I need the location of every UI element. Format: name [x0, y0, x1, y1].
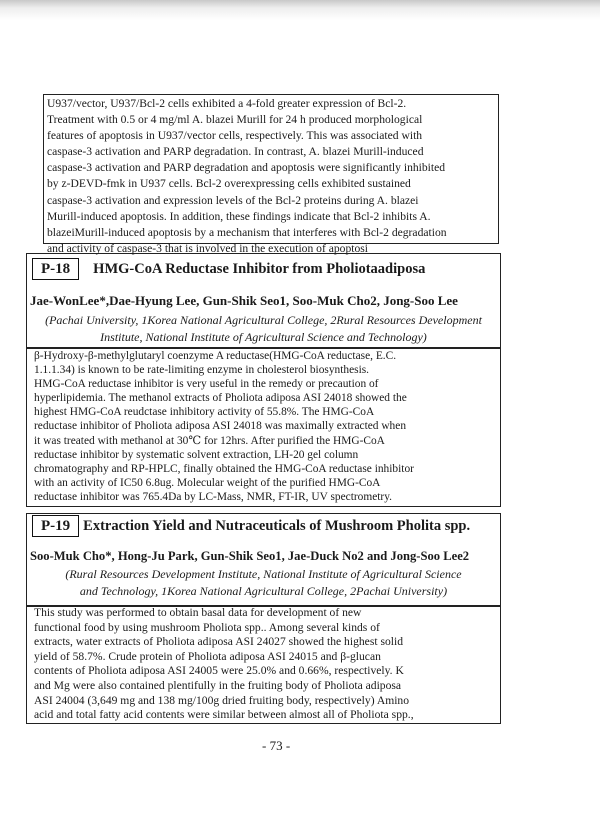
- text-line: caspase-3 activation and PARP degradation. In contrast, A. blazei Murill-induced: [47, 145, 424, 159]
- p19-title: Extraction Yield and Nutraceuticals of Mushroom Pholita spp.: [83, 517, 471, 534]
- text-line: yield of 58.7%. Crude protein of Pholiota adiposa ASI 24015 and β-glucan: [34, 649, 381, 663]
- affiliation-line: (Rural Resources Development Institute, National Institute of Agricultural Science: [65, 567, 462, 581]
- affiliation-line: (Pachai University, 1Korea National Agricultural College, 2Rural Resources Development: [45, 313, 482, 327]
- text-line: chromatography and RP-HPLC, finally obtained the HMG-CoA reductase inhibitor: [34, 462, 414, 475]
- p19-code: P-19: [32, 515, 79, 537]
- text-line: HMG-CoA reductase inhibitor is very useful in the remedy or precaution of: [34, 378, 379, 391]
- scan-edge-shading: [0, 0, 600, 20]
- text-line: hyperlipidemia. The methanol extracts of Pholiota adiposa ASI 24018 showed the: [34, 392, 407, 405]
- text-line: Murill-induced apoptosis. In addition, these findings indicate that Bcl-2 inhibits A.: [47, 209, 431, 223]
- text-line: U937/vector, U937/Bcl-2 cells exhibited a 4-fold greater expression of Bcl-2.: [47, 97, 407, 110]
- text-line: caspase-3 activation and expression levels of the Bcl-2 proteins during A. blazei: [47, 193, 419, 207]
- text-line: β-Hydroxy-β-methylglutaryl coenzyme A reductase(HMG-CoA reductase, E.C.: [34, 350, 397, 362]
- p18-title: HMG-CoA Reductase Inhibitor from Pholiotaadiposa: [93, 260, 426, 277]
- text-line: blazeiMurill-induced apoptosis by a mechanism that interferes with Bcl-2 degradation: [47, 225, 447, 239]
- text-line: ASI 24004 (3,649 mg and 138 mg/100g dried fruiting body, respectively) Amino: [34, 693, 410, 707]
- text-line: 1.1.1.34) is known to be rate-limiting enzyme in cholesterol biosynthesis.: [34, 364, 370, 377]
- text-line: reductase inhibitor by systematic solvent extraction, LH-20 gel column: [34, 448, 359, 461]
- text-line: contents of Pholiota adiposa ASI 24005 were 25.0% and 0.66%, respectively. K: [34, 664, 404, 678]
- p19-authors: Soo-Muk Cho*, Hong-Ju Park, Gun-Shik Seo1, Jae-Duck No2 and Jong-Soo Lee2: [30, 549, 470, 563]
- text-line: features of apoptosis in U937/vector cells, respectively. This was associated with: [47, 129, 423, 143]
- text-line: caspase-3 activation and PARP degradation and apoptosis were significantly inhibited: [47, 161, 446, 175]
- affiliation-line: and Technology, 1Korea National Agricultural College, 2Pachai University): [79, 584, 448, 598]
- p18-code: P-18: [32, 258, 79, 280]
- text-line: and Mg were also contained plentifully in the fruiting body of Pholiota adiposa: [34, 678, 402, 692]
- p18-affiliations: [26, 312, 501, 346]
- p18-title-row: [32, 258, 425, 280]
- p19-affiliations: [26, 566, 501, 600]
- text-line: it was treated with methanol at 30℃ for 12hrs. After purified the HMG-CoA: [34, 434, 385, 447]
- affiliation-line: Institute, National Institute of Agricultural Science and Technology): [100, 330, 427, 344]
- p18-abstract: [34, 349, 494, 504]
- p19-abstract: [34, 606, 494, 723]
- text-line: extracts, water extracts of Pholiota adiposa ASI 24027 showed the highest solid: [34, 635, 403, 649]
- text-line: This study was performed to obtain basal data for development of new: [34, 606, 362, 619]
- text-line: Treatment with 0.5 or 4 mg/ml A. blazei Murill for 24 h produced morphological: [47, 113, 423, 127]
- text-line: functional food by using mushroom Pholiota spp.. Among several kinds of: [34, 620, 380, 634]
- text-line: reductase inhibitor of Pholiota adiposa ASI 24018 was maximally extracted when: [34, 420, 407, 433]
- text-line: acid and total fatty acid contents were similar between almost all of Pholiota spp.,: [34, 708, 414, 722]
- p18-authors: Jae-WonLee*,Dae-Hyung Lee, Gun-Shik Seo1, Soo-Muk Cho2, Jong-Soo Lee: [30, 293, 458, 308]
- text-line: highest HMG-CoA reudctase inhibitory activity of 55.8%. The HMG-CoA: [34, 406, 375, 419]
- abstract-text-previous: [47, 96, 496, 257]
- page-number: - 73 -: [262, 738, 291, 753]
- text-line: and activity of caspase-3 that is involved in the execution of apoptosi: [47, 241, 368, 255]
- text-line: with an activity of IC50 6.8ug. Molecular weight of the purified HMG-CoA: [34, 476, 381, 489]
- p19-title-row: [32, 515, 470, 537]
- text-line: by z-DEVD-fmk in U937 cells. Bcl-2 overexpressing cells exhibited sustained: [47, 177, 411, 191]
- text-line: reductase inhibitor was 765.4Da by LC-Mass, NMR, FT-IR, UV spectrometry.: [34, 490, 393, 503]
